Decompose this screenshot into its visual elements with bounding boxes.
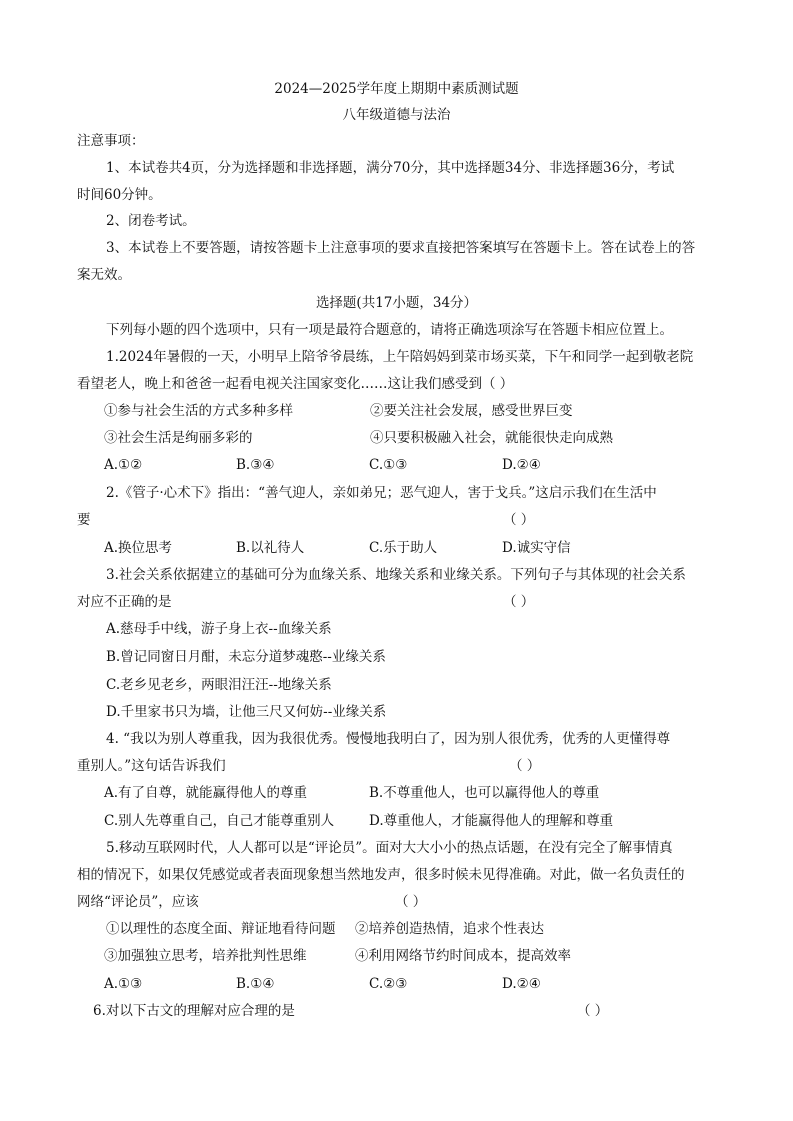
notice-heading: 注意事项： bbox=[77, 133, 145, 149]
q1-option-d: D.②④ bbox=[502, 457, 541, 473]
q1-option-b: B.③④ bbox=[236, 457, 275, 473]
q2-option-c: C.乐于助人 bbox=[369, 540, 438, 556]
q4-stem-line-1: 4. “我以为别人尊重我，因为我很优秀。慢慢地我明白了，因为别人很优秀，优秀的人更懂得尊 bbox=[106, 731, 671, 747]
q3-answer-paren: （ ） bbox=[503, 594, 535, 610]
q4-option-d: D.尊重他人，才能赢得他人的理解和尊重 bbox=[369, 813, 614, 829]
notice-item-2: 2、闭卷考试。 bbox=[106, 213, 196, 229]
q4-option-a: A.有了自尊，就能赢得他人的尊重 bbox=[104, 785, 308, 801]
q1-statement-4: ④只要积极融入社会，就能很快走向成熟 bbox=[370, 430, 613, 446]
q4-stem-line-2: 重别人。”这句话告诉我们 bbox=[77, 758, 226, 774]
q2-option-a: A.换位思考 bbox=[104, 540, 173, 556]
notice-item-1-line-2: 时间60分钟。 bbox=[77, 187, 162, 203]
q4-option-c: C.别人先尊重自己，自己才能尊重别人 bbox=[104, 813, 335, 829]
q5-option-b: B.①④ bbox=[236, 976, 275, 992]
q3-option-c: C.老乡见老乡，两眼泪汪汪--地缘关系 bbox=[106, 677, 332, 693]
q2-stem-line-2: 要 bbox=[77, 512, 91, 528]
q4-option-b: B.不尊重他人，也可以赢得他人的尊重 bbox=[369, 785, 600, 801]
q5-statement-1: ①以理性的态度全面、辩证地看待问题 bbox=[106, 921, 336, 937]
notice-item-3-line-2: 案无效。 bbox=[77, 267, 131, 283]
section-instruction: 下列每小题的四个选项中，只有一项是最符合题意的，请将正确选项涂写在答题卡相应位置上。 bbox=[106, 322, 673, 338]
q5-option-d: D.②④ bbox=[502, 976, 541, 992]
section-title: 选择题(共17小题，34分） bbox=[315, 295, 478, 311]
q2-answer-paren: （ ） bbox=[503, 512, 535, 528]
q5-option-a: A.①③ bbox=[104, 976, 143, 992]
q5-stem-line-3: 网络“评论员”，应该 bbox=[77, 894, 199, 910]
q1-stem-line-1: 1.2024年暑假的一天，小明早上陪爷爷晨练，上午陪妈妈到菜市场买菜，下午和同学一起到敬老院 bbox=[106, 349, 694, 365]
q2-stem-line-1: 2.《管子·心术下》指出：“善气迎人，亲如弟兄；恶气迎人，害于戈兵。”这启示我们在生活中 bbox=[106, 485, 657, 501]
q4-answer-paren: （ ） bbox=[509, 758, 541, 774]
q5-answer-paren: （ ） bbox=[395, 894, 427, 910]
notice-item-3-line-1: 3、本试卷上不要答题，请按答题卡上注意事项的要求直接把答案填写在答题卡上。答在试卷上的答 bbox=[106, 240, 696, 256]
q1-option-c: C.①③ bbox=[369, 457, 408, 473]
q5-statement-2: ②培养创造热情，追求个性表达 bbox=[355, 921, 544, 937]
q5-option-c: C.②③ bbox=[369, 976, 408, 992]
notice-item-1-line-1: 1、本试卷共4页，分为选择题和非选择题，满分70分，其中选择题34分、非选择题36分，考试 bbox=[106, 160, 675, 176]
exam-title: 2024—2025学年度上期期中素质测试题 bbox=[274, 81, 519, 97]
q5-statement-3: ③加强独立思考，培养批判性思维 bbox=[104, 948, 307, 964]
q3-option-b: B.曾记同窗日月酣，未忘分道梦魂憨--业缘关系 bbox=[106, 649, 386, 665]
q5-stem-line-1: 5.移动互联网时代，人人都可以是“评论员”。面对大大小小的热点话题，在没有完全了解事情真 bbox=[106, 840, 673, 856]
q6-stem-line-1: 6.对以下古文的理解对应合理的是 bbox=[93, 1003, 295, 1019]
q3-option-d: D.千里家书只为墙，让他三尺又何妨--业缘关系 bbox=[106, 704, 387, 720]
q2-option-b: B.以礼待人 bbox=[236, 540, 305, 556]
q1-option-a: A.①② bbox=[104, 457, 143, 473]
q1-stem-line-2: 看望老人，晚上和爸爸一起看电视关注国家变化……这让我们感受到（ ） bbox=[77, 376, 514, 392]
q1-statement-1: ①参与社会生活的方式多种多样 bbox=[104, 403, 293, 419]
q1-statement-2: ②要关注社会发展，感受世界巨变 bbox=[370, 403, 573, 419]
q1-statement-3: ③社会生活是绚丽多彩的 bbox=[104, 430, 253, 446]
q3-stem-line-1: 3.社会关系依据建立的基础可分为血缘关系、地缘关系和业缘关系。下列句子与其体现的社会关系 bbox=[106, 567, 686, 583]
q2-option-d: D.诚实守信 bbox=[502, 540, 571, 556]
exam-subject: 八年级道德与法治 bbox=[342, 107, 451, 123]
q5-stem-line-2: 相的情况下，如果仅凭感觉或者表面现象想当然地发声，很多时候未见得准确。对此，做一名负责任的 bbox=[77, 867, 685, 883]
q5-statement-4: ④利用网络节约时间成本，提高效率 bbox=[355, 948, 571, 964]
q3-option-a: A.慈母手中线，游子身上衣--血缘关系 bbox=[106, 621, 332, 637]
q6-answer-paren: （ ） bbox=[577, 1003, 609, 1019]
q3-stem-line-2: 对应不正确的是 bbox=[77, 594, 172, 610]
